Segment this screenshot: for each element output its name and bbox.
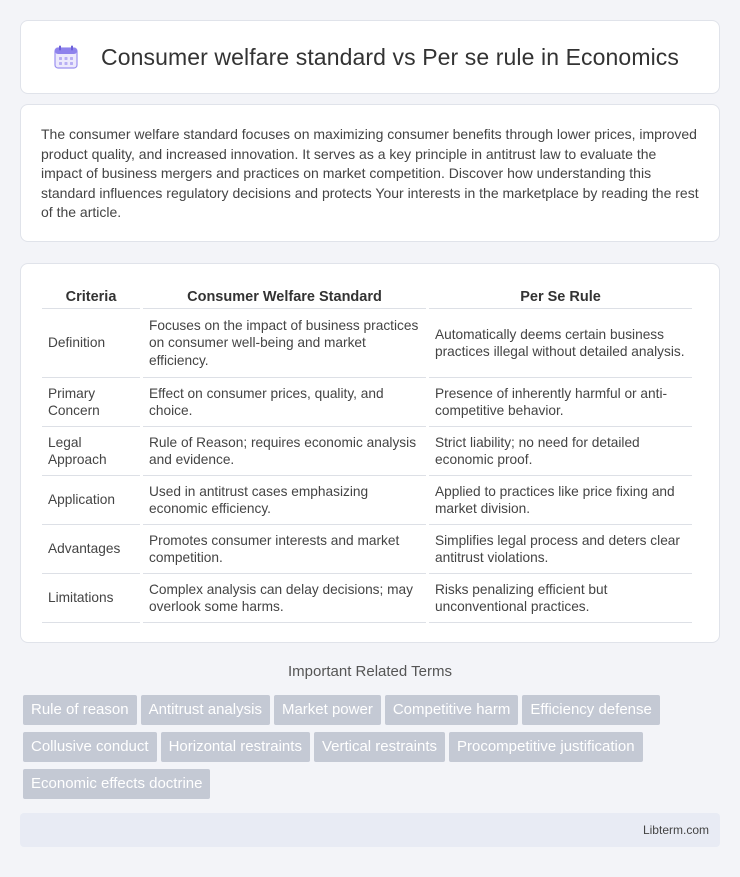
footer: [20, 813, 720, 847]
table-row: [42, 476, 692, 525]
tag-procompetitive-justification[interactable]: Procompetitive justification: [449, 732, 643, 762]
tag-rule-of-reason[interactable]: Rule of reason: [23, 695, 137, 725]
tag-vertical-restraints[interactable]: Vertical restraints: [314, 732, 445, 762]
row-criteria: Advantages: [42, 525, 140, 574]
row-consumer-welfare: Effect on consumer prices, quality, and choice.: [143, 378, 426, 427]
row-consumer-welfare: Used in antitrust cases emphasizing economic efficiency.: [143, 476, 426, 525]
tag-antitrust-analysis[interactable]: Antitrust analysis: [141, 695, 270, 725]
row-per-se: Presence of inherently harmful or anti-competitive behavior.: [429, 378, 692, 427]
row-per-se: Simplifies legal process and deters clear antitrust violations.: [429, 525, 692, 574]
row-per-se: Automatically deems certain business practices illegal without detailed analysis.: [429, 309, 692, 378]
row-criteria: Primary Concern: [42, 378, 140, 427]
row-per-se: Applied to practices like price fixing and market division.: [429, 476, 692, 525]
footer-brand-link[interactable]: Libterm.com: [642, 823, 709, 837]
row-consumer-welfare: Focuses on the impact of business practices on consumer well-being and market efficiency.: [143, 309, 426, 378]
intro-card: [20, 104, 720, 242]
header-consumer-welfare: Consumer Welfare Standard: [143, 285, 426, 309]
comparison-table: [39, 285, 695, 623]
tag-collusive-conduct[interactable]: Collusive conduct: [23, 732, 157, 762]
row-criteria: Legal Approach: [42, 427, 140, 476]
row-consumer-welfare: Promotes consumer interests and market competition.: [143, 525, 426, 574]
tag-efficiency-defense[interactable]: Efficiency defense: [522, 695, 659, 725]
row-criteria: Limitations: [42, 574, 140, 623]
table-row: [42, 574, 692, 623]
header-per-se: Per Se Rule: [429, 285, 692, 309]
page-title: Consumer welfare standard vs Per se rule in Economics: [101, 43, 679, 70]
row-per-se: Risks penalizing efficient but unconventional practices.: [429, 574, 692, 623]
calendar-icon: [53, 44, 79, 70]
comparison-card: [20, 263, 720, 643]
related-terms-list: [23, 695, 723, 806]
related-terms-title: Important Related Terms: [288, 663, 452, 680]
tag-economic-effects-doctrine[interactable]: Economic effects doctrine: [23, 769, 210, 799]
row-criteria: Definition: [42, 309, 140, 378]
table-header-row: [42, 285, 692, 309]
row-consumer-welfare: Complex analysis can delay decisions; may overlook some harms.: [143, 574, 426, 623]
tag-market-power[interactable]: Market power: [274, 695, 381, 725]
table-row: [42, 525, 692, 574]
row-consumer-welfare: Rule of Reason; requires economic analysis and evidence.: [143, 427, 426, 476]
table-row: [42, 427, 692, 476]
row-per-se: Strict liability; no need for detailed economic proof.: [429, 427, 692, 476]
row-criteria: Application: [42, 476, 140, 525]
intro-text: The consumer welfare standard focuses on maximizing consumer benefits through lower prices, improved product quality, and increased innovation. It serves as a key principle in antitrust law to evaluate the impact of business mergers and practices on market competition. Discover how understanding this standard influences regulatory decisions and protects Your interests in the marketplace by reading the rest of the article.: [41, 126, 699, 220]
tag-competitive-harm[interactable]: Competitive harm: [385, 695, 519, 725]
tag-horizontal-restraints[interactable]: Horizontal restraints: [161, 732, 310, 762]
header-card: [20, 20, 720, 94]
table-row: [42, 309, 692, 378]
header-criteria: Criteria: [42, 285, 140, 309]
table-row: [42, 378, 692, 427]
